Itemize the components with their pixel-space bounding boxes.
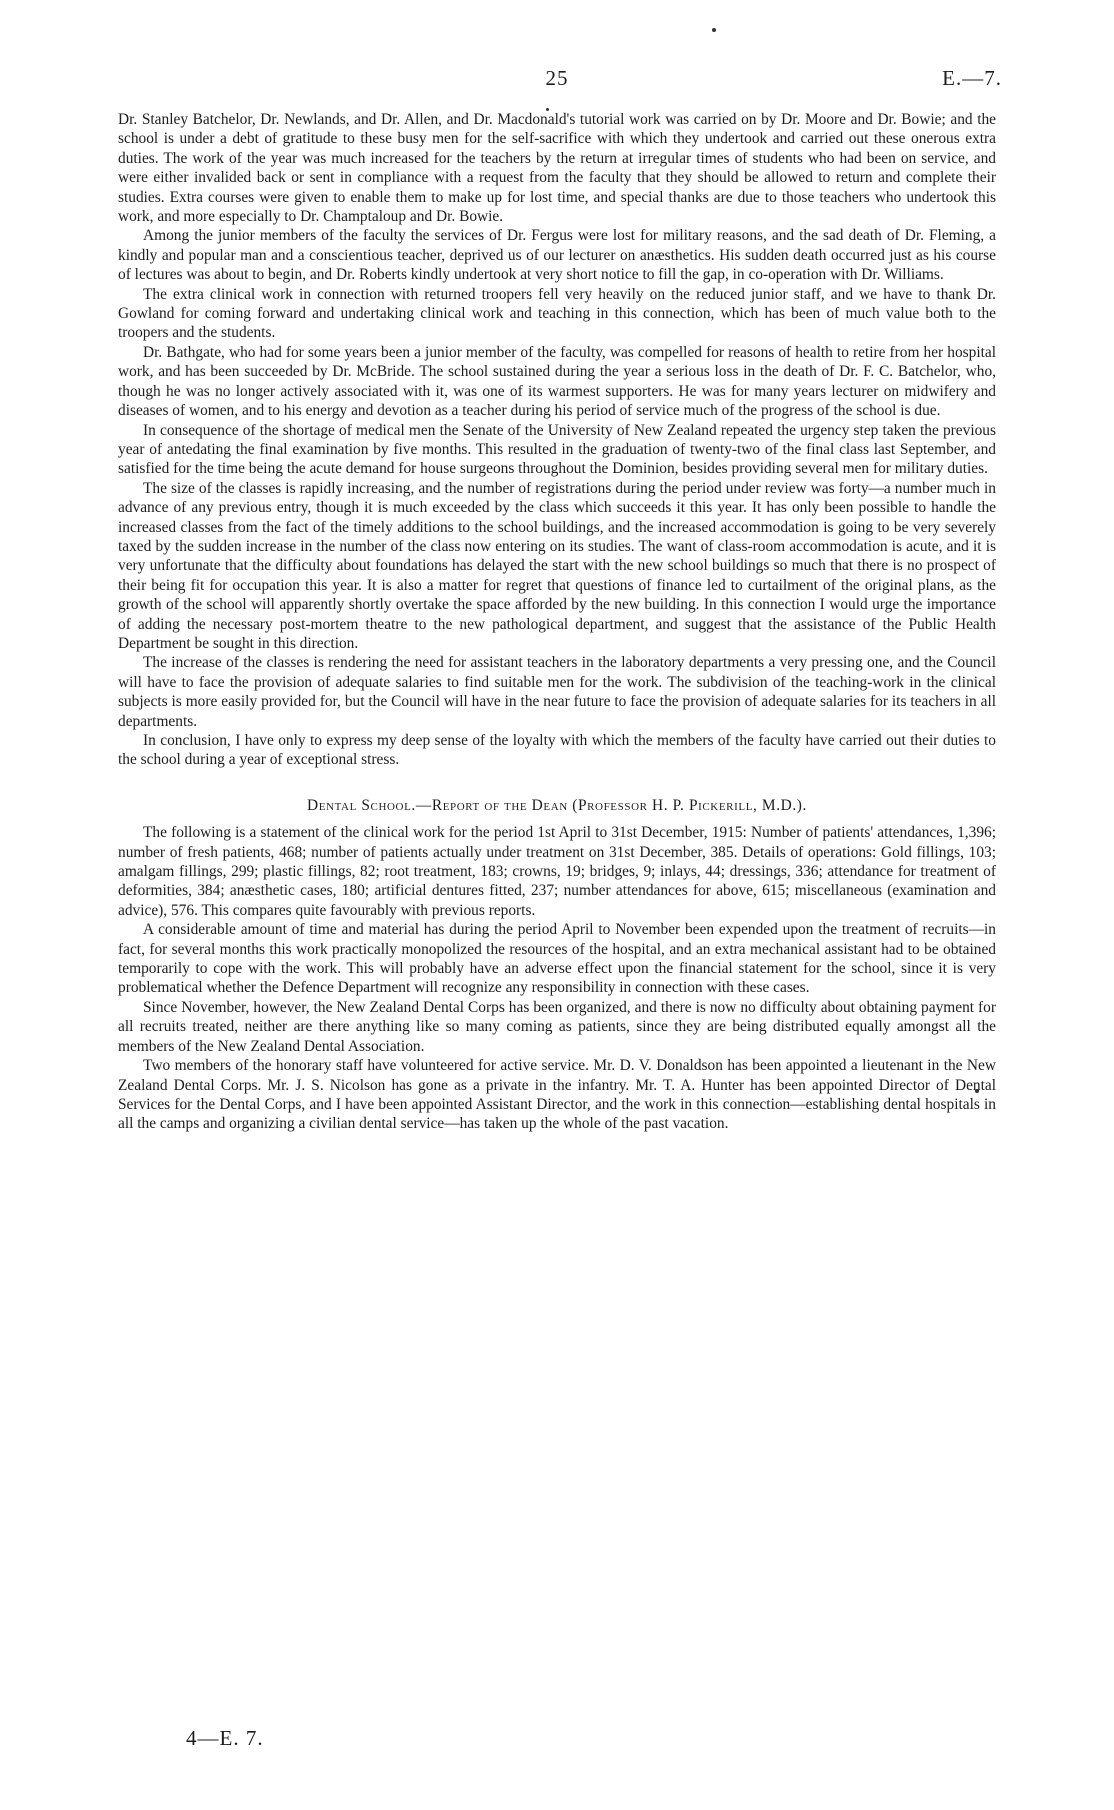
page-number: 25 xyxy=(545,66,569,90)
paragraph: Since November, however, the New Zealand Dental Corps has been organized, and there is now no difficulty about obtaining payment for all recruits treated, neither are there anything like so many coming as patients, since they are being distributed equally amongst all the members of the New Zealand Dental Association. xyxy=(118,998,996,1055)
paragraph: Dr. Bathgate, who had for some years been a junior member of the faculty, was compelled for reasons of health to retire from her hospital work, and has been succeeded by Dr. McBride. The school sustained during the year a serious loss in the death of Dr. F. C. Batchelor, who, though he was no longer actively associated with it, was one of its warmest supporters. He was for many years lecturer on midwifery and diseases of women, and to his energy and devotion as a teacher during his period of service much of the progress of the school is due. xyxy=(118,343,996,420)
paragraph: The increase of the classes is rendering the need for assistant teachers in the laboratory departments a very pressing one, and the Council will have to face the provision of adequate salaries to find suitable men for the work. The subdivision of the teaching-work in the clinical subjects is more easily provided for, but the Council will have in the near future to face the provision of adequate salaries for its teachers in all departments. xyxy=(118,654,996,730)
paragraph: The following is a statement of the clinical work for the period 1st April to 31st December, 1915: Number of patients' attendances, 1,396; number of fresh patients, 468; number of patients actually under treatment on 31st December, 385. Details of operations: Gold fillings, 103; amalgam fillings, 299; plastic fillings, 82; root treatment, 183; crowns, 19; bridges, 9; inlays, 44; dressings, 336; attendance for treatment of deformities, 384; anæsthetic cases, 180; artificial dentures fitted, 237; number attendances for above, 615; miscellaneous (examination and advice), 576. This compares quite favourably with previous reports. xyxy=(118,824,996,919)
paragraph: In conclusion, I have only to express my deep sense of the loyalty with which the members of the faculty have carried out their duties to the school during a year of exceptional stress. xyxy=(118,732,996,769)
document-reference: E.—7. xyxy=(942,66,1002,90)
paragraph: A considerable amount of time and material has during the period April to November been expended upon the treatment of recruits—in fact, for several months this work practically monopolized the resources of the hospital, and an extra mechanical assistant had to be obtained temporarily to cope with the work. This will probably have an adverse effect upon the financial statement for the school, since it is very problematical whether the Defence Department will recognize any responsibility in connection with these cases. xyxy=(118,921,996,997)
page-header xyxy=(0,66,1114,96)
footer-reference: 4—E. 7. xyxy=(186,1726,264,1750)
paragraph: Two members of the honorary staff have volunteered for active service. Mr. D. V. Donaldson has been appointed a lieutenant in the New Zealand Dental Corps. Mr. J. S. Nicolson has gone as a private in the infantry. Mr. T. A. Hunter has been appointed Director of Dental Services for the Dental Corps, and I have been appointed Assistant Director, and the work in this connection—establishing dental hospitals in all the camps and organizing a civilian dental service—has taken up the whole of the past vacation. xyxy=(118,1057,996,1133)
section-heading-dental-school: Dental School.—Report of the Dean (Professor H. P. Pickerill, M.D.). xyxy=(307,796,807,814)
paragraph: The extra clinical work in connection with returned troopers fell very heavily on the reduced junior staff, and we have to thank Dr. Gowland for coming forward and undertaking clinical work and teaching in this connection, which has been of much value both to the troopers and the students. xyxy=(118,285,996,342)
paragraph: The size of the classes is rapidly increasing, and the number of registrations during the period under review was forty—a number much in advance of any previous entry, though it is much exceeded by the class which succeeds it this year. It has only been possible to handle the increased classes from the fact of the timely additions to the school buildings, and the increased accommodation is going to be very severely taxed by the sudden increase in the number of the class now entering on its studies. The want of class-room accommodation is acute, and it is very unfortunate that the difficulty about foundations has delayed the start with the new school buildings so much that there is no prospect of their being fit for occupation this year. It is also a matter for regret that questions of finance led to curtailment of the original plans, as the growth of the school will apparently shortly overtake the space afforded by the new building. In this connection I would urge the importance of adding the necessary post-mortem theatre to the new pathological department, and suggest that the assistance of the Public Health Department be sought in this direction. xyxy=(118,479,996,652)
paragraph: Among the junior members of the faculty the services of Dr. Fergus were lost for military reasons, and the sad death of Dr. Fleming, a kindly and popular man and a conscientious teacher, deprived us of our lecturer on anæsthetics. His sudden death occurred just as his course of lectures was about to begin, and Dr. Roberts kindly undertook at very short notice to fill the gap, in co-operation with Dr. Williams. xyxy=(118,227,996,284)
paragraph: Dr. Stanley Batchelor, Dr. Newlands, and Dr. Allen, and Dr. Macdonald's tutorial work was carried on by Dr. Moore and Dr. Bowie; and the school is under a debt of gratitude to these busy men for the self-sacrifice with which they undertook and carried out these onerous extra duties. The work of the year was much increased for the teachers by the return at irregular times of students who had been on service, and were either invalided back or sent in compliance with a request from the faculty that they should be allowed to return and complete their studies. Extra courses were given to enable them to make up for lost time, and special thanks are due to those teachers who undertook this work, and more especially to Dr. Champtaloup and Dr. Bowie. xyxy=(118,111,996,226)
document-body xyxy=(118,110,996,1134)
paragraph: In consequence of the shortage of medical men the Senate of the University of New Zealand repeated the urgency step taken the previous year of antedating the final examination by five months. This resulted in the graduation of twenty-two of the final class last September, and satisfied for the time being the acute demand for house surgeons throughout the Dominion, besides providing several men for military duties. xyxy=(118,421,996,478)
scan-speck xyxy=(712,28,716,32)
